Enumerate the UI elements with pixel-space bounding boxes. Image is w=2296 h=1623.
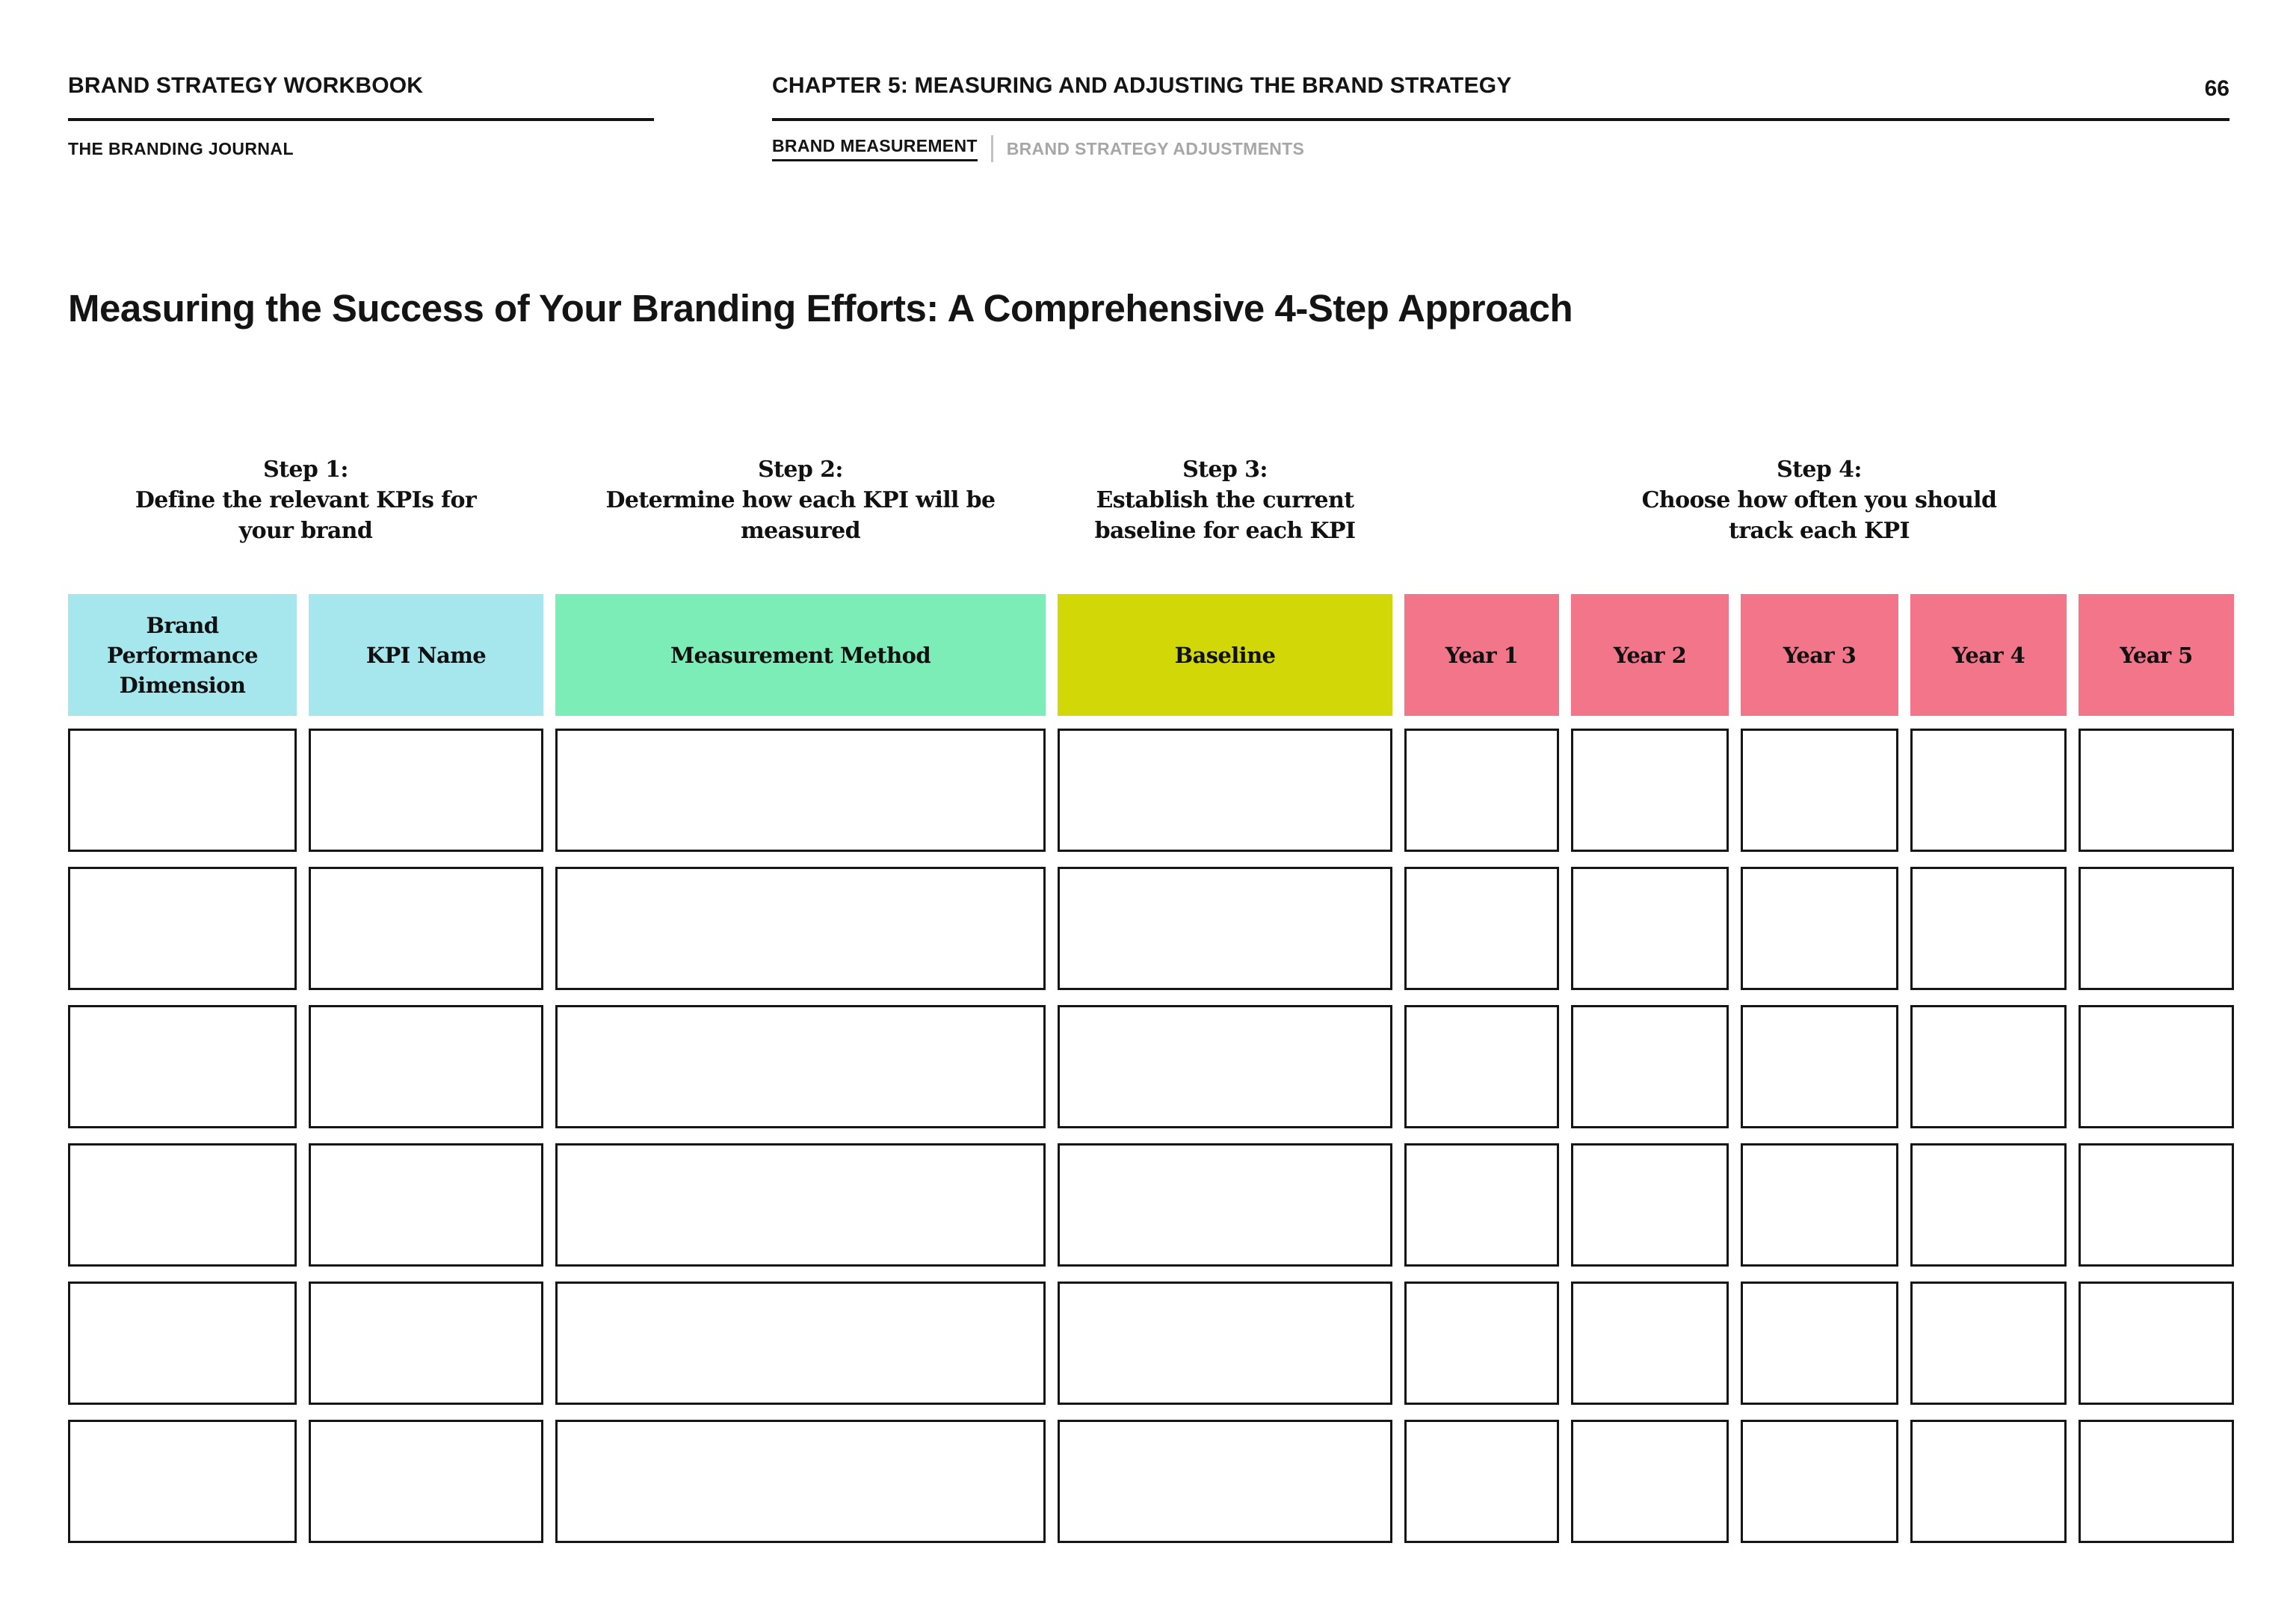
table-row [68, 1282, 2234, 1405]
step-1-label [68, 454, 543, 546]
table-cell[interactable] [1058, 867, 1392, 990]
table-cell[interactable] [1571, 867, 1729, 990]
table-cell[interactable] [2079, 1005, 2234, 1128]
table-cell[interactable] [555, 729, 1046, 852]
table-cell[interactable] [555, 1420, 1046, 1543]
table-cell[interactable] [1058, 729, 1392, 852]
table-row [68, 1143, 2234, 1267]
table-cell[interactable] [309, 729, 543, 852]
table-cell[interactable] [555, 1282, 1046, 1405]
table-cell[interactable] [1404, 1143, 1559, 1267]
table-cell[interactable] [1910, 1143, 2067, 1267]
tab-separator [991, 135, 993, 162]
table-cell[interactable] [1058, 1420, 1392, 1543]
table-cell[interactable] [1910, 729, 2067, 852]
step-4-heading: Step 4: [1777, 457, 1862, 483]
step-2-label [555, 454, 1046, 546]
branding-journal-logo: THE BRANDING JOURNAL [68, 139, 294, 158]
header-center-block [772, 73, 2229, 162]
step-2-description: Determine how each KPI will be measured [605, 487, 996, 544]
table-cell[interactable] [1741, 1143, 1898, 1267]
table-cell[interactable] [1058, 1282, 1392, 1405]
table-cell[interactable] [555, 1005, 1046, 1128]
table-cell[interactable] [1571, 1143, 1729, 1267]
table-cell[interactable] [309, 867, 543, 990]
table-cell[interactable] [1571, 1282, 1729, 1405]
table-cell[interactable] [309, 1420, 543, 1543]
column-header-baseline: Baseline [1058, 594, 1392, 716]
table-cell[interactable] [555, 1143, 1046, 1267]
column-header-year-1: Year 1 [1404, 594, 1559, 716]
table-cell[interactable] [1571, 729, 1729, 852]
header-rule-center [772, 118, 2229, 121]
table-header-row [68, 594, 2234, 716]
table-cell[interactable] [68, 1143, 297, 1267]
table-cell[interactable] [2079, 1143, 2234, 1267]
table-cell[interactable] [555, 867, 1046, 990]
table-cell[interactable] [1404, 1282, 1559, 1405]
table-row [68, 729, 2234, 852]
table-cell[interactable] [1741, 867, 1898, 990]
table-cell[interactable] [68, 729, 297, 852]
table-cell[interactable] [309, 1282, 543, 1405]
header-left-block [68, 73, 654, 159]
header-rule-left [68, 118, 654, 121]
table-cell[interactable] [1058, 1143, 1392, 1267]
table-cell[interactable] [1404, 1005, 1559, 1128]
table-cell[interactable] [1741, 1005, 1898, 1128]
step-3-heading: Step 3: [1182, 457, 1268, 483]
table-cell[interactable] [68, 1420, 297, 1543]
column-header-kpi-name: KPI Name [309, 594, 543, 716]
table-cell[interactable] [1741, 1420, 1898, 1543]
column-header-measurement-method: Measurement Method [555, 594, 1046, 716]
page-number: 66 [2204, 76, 2229, 101]
step-2-heading: Step 2: [758, 457, 843, 483]
table-cell[interactable] [2079, 867, 2234, 990]
column-header-year-3: Year 3 [1741, 594, 1898, 716]
section-tabs [772, 135, 2229, 162]
tab-brand-strategy-adjustments[interactable]: BRAND STRATEGY ADJUSTMENTS [1006, 138, 1305, 158]
table-row [68, 1005, 2234, 1128]
workbook-title: BRAND STRATEGY WORKBOOK [68, 73, 424, 98]
steps-row [68, 454, 2234, 546]
table-cell[interactable] [1404, 729, 1559, 852]
step-1-heading: Step 1: [263, 457, 348, 483]
column-header-year-2: Year 2 [1571, 594, 1729, 716]
step-4-label [1404, 454, 2234, 546]
table-cell[interactable] [2079, 1420, 2234, 1543]
table-cell[interactable] [1741, 1282, 1898, 1405]
column-header-year-4: Year 4 [1910, 594, 2067, 716]
table-cell[interactable] [309, 1143, 543, 1267]
table-cell[interactable] [1571, 1005, 1729, 1128]
table-cell[interactable] [68, 867, 297, 990]
table-cell[interactable] [2079, 1282, 2234, 1405]
table-cell[interactable] [68, 1282, 297, 1405]
table-cell[interactable] [1404, 1420, 1559, 1543]
table-cell[interactable] [68, 1005, 297, 1128]
step-1-description: Define the relevant KPIs for your brand [135, 487, 477, 544]
table-cell[interactable] [1058, 1005, 1392, 1128]
chapter-title: CHAPTER 5: MEASURING AND ADJUSTING THE BRAND STRATEGY [772, 73, 1512, 98]
step-4-description: Choose how often you should track each KPI [1641, 487, 1997, 544]
tab-brand-measurement[interactable]: BRAND MEASUREMENT [772, 136, 978, 161]
table-row [68, 1420, 2234, 1543]
table-cell[interactable] [1571, 1420, 1729, 1543]
table-cell[interactable] [1404, 867, 1559, 990]
page-title: Measuring the Success of Your Branding Efforts: A Comprehensive 4-Step Approach [68, 287, 1573, 330]
table-cell[interactable] [309, 1005, 543, 1128]
table-cell[interactable] [1741, 729, 1898, 852]
table-cell[interactable] [1910, 1005, 2067, 1128]
table-cell[interactable] [1910, 1282, 2067, 1405]
table-row [68, 867, 2234, 990]
column-header-brand-performance-dimension: Brand Performance Dimension [68, 594, 297, 716]
table-cell[interactable] [1910, 1420, 2067, 1543]
column-header-year-5: Year 5 [2079, 594, 2234, 716]
step-3-description: Establish the current baseline for each KPI [1094, 487, 1356, 544]
table-cell[interactable] [2079, 729, 2234, 852]
table-body [68, 729, 2234, 1558]
table-cell[interactable] [1910, 867, 2067, 990]
step-3-label [1058, 454, 1392, 546]
